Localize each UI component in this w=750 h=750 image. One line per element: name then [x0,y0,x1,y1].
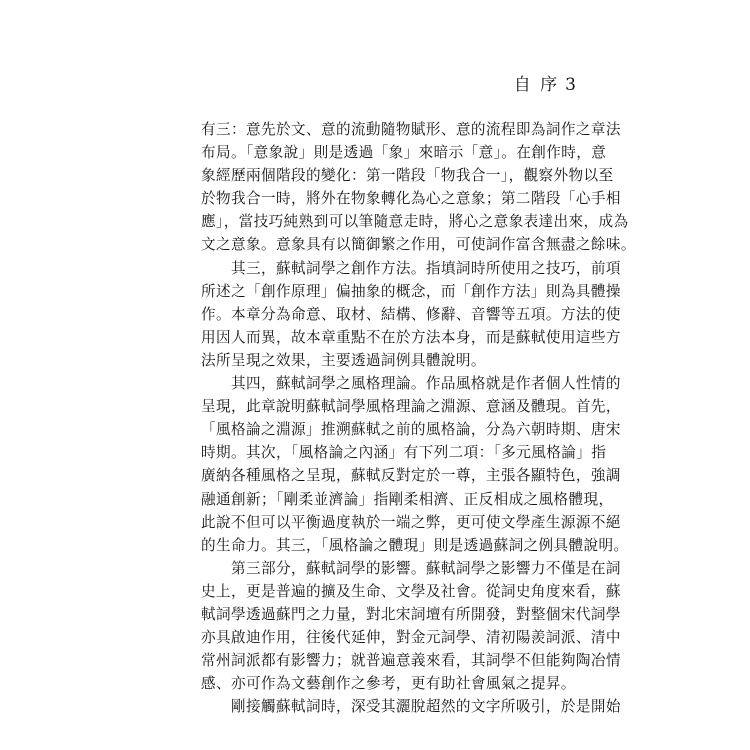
text-line: 「風格論之淵源」推溯蘇軾之前的風格論，分為六朝時期、唐宋 [201,421,621,439]
text-line: 感、亦可作為文藝創作之參考，更有助社會風氣之提昇。 [201,675,576,693]
text-line: 有三：意先於文、意的流動隨物賦形、意的流程即為詞作之章法 [201,121,621,138]
text-line: 剛接觸蘇軾詞時，深受其灑脫超然的文字所吸引，於是開始 [201,698,621,716]
text-line: 此說不但可以平衡過度執於一端之弊，更可使文學產生源源不絕 [201,513,621,531]
text-line: 時期。其次，「風格論之內涵」有下列二項：「多元風格論」指 [201,444,607,462]
paragraph [201,695,621,718]
text-line: 第三部分，蘇軾詞學的影響。蘇軾詞學之影響力不僅是在詞 [201,559,621,577]
paragraph [201,257,621,372]
page-number: 3 [565,75,578,95]
text-line: 軾詞學透過蘇門之力量，對北宋詞壇有所開發，對整個宋代詞學 [201,605,621,623]
text-line: 廣納各種風格之呈現，蘇軾反對定於一尊，主張各顯特色，強調 [201,467,621,485]
text-line: 應」，當技巧純熟到可以筆隨意走時，將心之意象表達出來，成為 [201,213,629,231]
text-line: 融通創新；「剛柔並濟論」指剛柔相濟、正反相成之風格體現， [201,490,614,508]
text-line: 呈現，此章說明蘇軾詞學風格理論之淵源、意涵及體現。首先， [201,398,621,416]
text-line: 史上，更是普遍的擴及生命、文學及社會。從詞史角度來看，蘇 [201,582,621,600]
text-line: 用因人而異，故本章重點不在於方法本身，而是蘇軾使用這些方 [201,328,621,346]
paragraph [201,372,629,557]
text-line: 其三，蘇軾詞學之創作方法。指填詞時所使用之技巧，前項 [201,259,621,277]
text-line: 常州詞派都有影響力；就普遍意義來看，其詞學不但能夠陶冶情 [201,652,621,670]
body-text [201,118,636,718]
text-line: 的生命力。其三，「風格論之體現」則是透過蘇詞之例具體說明。 [201,536,629,554]
text-line: 布局。「意象說」則是透過「象」來暗示「意」。在創作時，意 [201,144,607,162]
text-line: 法所呈現之效果，主要透過詞例具體說明。 [201,351,486,369]
text-line: 象經歷兩個階段的變化：第一階段「物我合一」，觀察外物以至 [201,167,614,185]
paragraph [201,118,636,257]
text-line: 其四，蘇軾詞學之風格理論。作品風格就是作者個人性情的 [201,375,621,393]
text-line: 亦具啟迪作用，往後代延伸，對金元詞學、清初陽羨詞派、清中 [201,629,621,647]
text-line: 文之意象。意象具有以簡御繁之作用，可使詞作富含無盡之餘味。 [201,236,636,254]
text-line: 於物我合一時，將外在物象轉化為心之意象；第二階段「心手相 [201,190,621,208]
section-title: 自 序 [513,75,560,95]
running-head [514,70,578,95]
text-line: 所述之「創作原理」偏抽象的概念，而「創作方法」則為具體操 [201,282,621,300]
paragraph [201,557,621,696]
text-line: 作。本章分為命意、取材、結構、修辭、音響等五項。方法的使 [201,305,621,323]
